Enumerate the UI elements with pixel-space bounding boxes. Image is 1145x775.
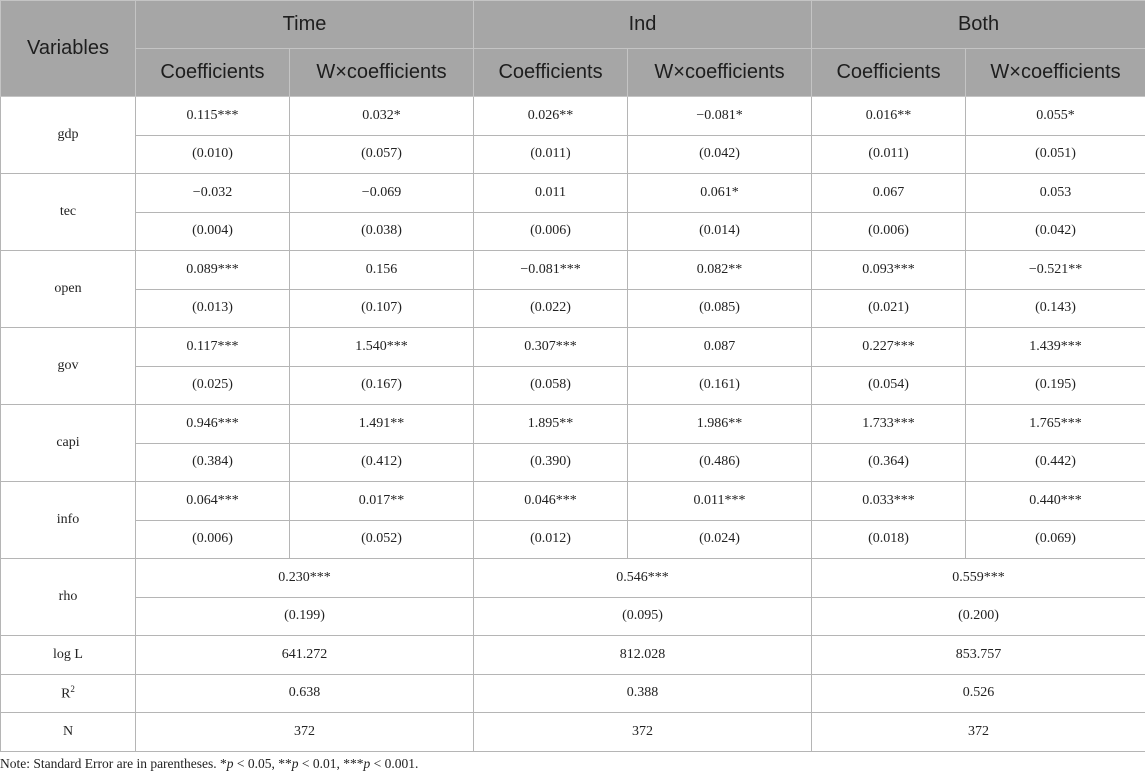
table-row [1, 97, 1145, 136]
se-cell: (0.195) [966, 366, 1145, 405]
se-cell: (0.011) [812, 135, 966, 174]
coef-cell: 0.115*** [136, 97, 290, 136]
n-value-both: 372 [812, 713, 1145, 752]
rho-se-both: (0.200) [812, 597, 1145, 636]
coef-cell: 0.055* [966, 97, 1145, 136]
group-header-time: Time [136, 1, 474, 49]
rho-se-time: (0.199) [136, 597, 474, 636]
coef-cell: 1.540*** [290, 328, 474, 367]
coef-cell: 0.117*** [136, 328, 290, 367]
se-cell: (0.042) [966, 212, 1145, 251]
logl-value-time: 641.272 [136, 636, 474, 675]
coef-cell: 0.011*** [628, 482, 812, 521]
se-cell: (0.011) [474, 135, 628, 174]
coef-cell: 1.765*** [966, 405, 1145, 444]
note-threshold-2: < 0.01, *** [298, 756, 364, 771]
se-cell: (0.486) [628, 443, 812, 482]
subheader-ind-wcoefficients: W×coefficients [628, 49, 812, 97]
coef-cell: 0.093*** [812, 251, 966, 290]
coef-cell: 0.087 [628, 328, 812, 367]
coef-cell: 0.946*** [136, 405, 290, 444]
table-row [1, 135, 1145, 174]
coef-cell: 0.307*** [474, 328, 628, 367]
se-cell: (0.024) [628, 520, 812, 559]
table-row [1, 174, 1145, 213]
se-cell: (0.006) [812, 212, 966, 251]
subheader-both-wcoefficients: W×coefficients [966, 49, 1145, 97]
variable-name: log L [1, 636, 136, 675]
se-cell: (0.012) [474, 520, 628, 559]
coef-cell: 0.033*** [812, 482, 966, 521]
se-cell: (0.384) [136, 443, 290, 482]
se-cell: (0.014) [628, 212, 812, 251]
subheader-both-coefficients: Coefficients [812, 49, 966, 97]
r2-value-time: 0.638 [136, 674, 474, 713]
se-cell: (0.010) [136, 135, 290, 174]
r2-value-both: 0.526 [812, 674, 1145, 713]
subheader-time-coefficients: Coefficients [136, 49, 290, 97]
coef-cell: 1.733*** [812, 405, 966, 444]
logl-value-ind: 812.028 [474, 636, 812, 675]
coef-cell: 0.227*** [812, 328, 966, 367]
variable-name: rho [1, 559, 136, 636]
se-cell: (0.058) [474, 366, 628, 405]
coef-cell: 0.156 [290, 251, 474, 290]
header-row-groups [1, 1, 1145, 49]
se-cell: (0.022) [474, 289, 628, 328]
logl-value-both: 853.757 [812, 636, 1145, 675]
rho-value-time: 0.230*** [136, 559, 474, 598]
se-cell: (0.054) [812, 366, 966, 405]
se-cell: (0.042) [628, 135, 812, 174]
table-row [1, 289, 1145, 328]
se-cell: (0.412) [290, 443, 474, 482]
rho-value-both: 0.559*** [812, 559, 1145, 598]
se-cell: (0.161) [628, 366, 812, 405]
se-cell: (0.057) [290, 135, 474, 174]
se-cell: (0.107) [290, 289, 474, 328]
coef-cell: 1.986** [628, 405, 812, 444]
rho-value-ind: 0.546*** [474, 559, 812, 598]
table-row [1, 328, 1145, 367]
r2-label: R [61, 686, 71, 702]
se-cell: (0.442) [966, 443, 1145, 482]
note-p-symbol: p [363, 756, 371, 771]
se-cell: (0.051) [966, 135, 1145, 174]
variable-name: tec [1, 174, 136, 251]
table-row-r2 [1, 674, 1145, 713]
se-cell: (0.013) [136, 289, 290, 328]
n-value-time: 372 [136, 713, 474, 752]
se-cell: (0.167) [290, 366, 474, 405]
se-cell: (0.006) [474, 212, 628, 251]
variable-name: gov [1, 328, 136, 405]
n-value-ind: 372 [474, 713, 812, 752]
variable-name: open [1, 251, 136, 328]
table-row [1, 520, 1145, 559]
coef-cell: 0.026** [474, 97, 628, 136]
table-row [1, 405, 1145, 444]
header-row-subcolumns [1, 49, 1145, 97]
note-p-symbol: p [226, 756, 234, 771]
table-row-logl [1, 636, 1145, 675]
note-p-symbol: p [291, 756, 299, 771]
se-cell: (0.018) [812, 520, 966, 559]
se-cell: (0.143) [966, 289, 1145, 328]
variable-name: info [1, 482, 136, 559]
variable-name: capi [1, 405, 136, 482]
se-cell: (0.052) [290, 520, 474, 559]
variable-name: gdp [1, 97, 136, 174]
coef-cell: 1.439*** [966, 328, 1145, 367]
coef-cell: 0.061* [628, 174, 812, 213]
variable-name: N [1, 713, 136, 752]
coef-cell: −0.081*** [474, 251, 628, 290]
table-row-rho-se [1, 597, 1145, 636]
coef-cell: 0.017** [290, 482, 474, 521]
se-cell: (0.025) [136, 366, 290, 405]
coef-cell: 0.046*** [474, 482, 628, 521]
coef-cell: 0.440*** [966, 482, 1145, 521]
coef-cell: 0.067 [812, 174, 966, 213]
se-cell: (0.038) [290, 212, 474, 251]
se-cell: (0.085) [628, 289, 812, 328]
group-header-ind: Ind [474, 1, 812, 49]
coef-cell: 0.082** [628, 251, 812, 290]
note-threshold-3: < 0.001. [370, 756, 419, 771]
table-row [1, 482, 1145, 521]
table-note [0, 756, 418, 772]
coef-cell: −0.069 [290, 174, 474, 213]
table-row [1, 251, 1145, 290]
coef-cell: 0.011 [474, 174, 628, 213]
se-cell: (0.390) [474, 443, 628, 482]
coef-cell: 1.895** [474, 405, 628, 444]
group-header-both: Both [812, 1, 1145, 49]
coef-cell: 1.491** [290, 405, 474, 444]
coef-cell: −0.081* [628, 97, 812, 136]
table-row [1, 366, 1145, 405]
table-row-rho [1, 559, 1145, 598]
r2-value-ind: 0.388 [474, 674, 812, 713]
coef-cell: 0.016** [812, 97, 966, 136]
note-prefix: Note: Standard Error are in parentheses. * [0, 756, 227, 771]
se-cell: (0.021) [812, 289, 966, 328]
variables-header: Variables [1, 1, 136, 97]
se-cell: (0.006) [136, 520, 290, 559]
subheader-ind-coefficients: Coefficients [474, 49, 628, 97]
se-cell: (0.069) [966, 520, 1145, 559]
coef-cell: 0.089*** [136, 251, 290, 290]
table-row [1, 443, 1145, 482]
variable-name-r2 [1, 674, 136, 713]
table-row-n [1, 713, 1145, 752]
coef-cell: 0.064*** [136, 482, 290, 521]
coef-cell: −0.521** [966, 251, 1145, 290]
table-row [1, 212, 1145, 251]
se-cell: (0.004) [136, 212, 290, 251]
coef-cell: −0.032 [136, 174, 290, 213]
r2-superscript: 2 [70, 683, 75, 694]
coef-cell: 0.053 [966, 174, 1145, 213]
coef-cell: 0.032* [290, 97, 474, 136]
rho-se-ind: (0.095) [474, 597, 812, 636]
se-cell: (0.364) [812, 443, 966, 482]
subheader-time-wcoefficients: W×coefficients [290, 49, 474, 97]
note-threshold-1: < 0.05, ** [233, 756, 292, 771]
